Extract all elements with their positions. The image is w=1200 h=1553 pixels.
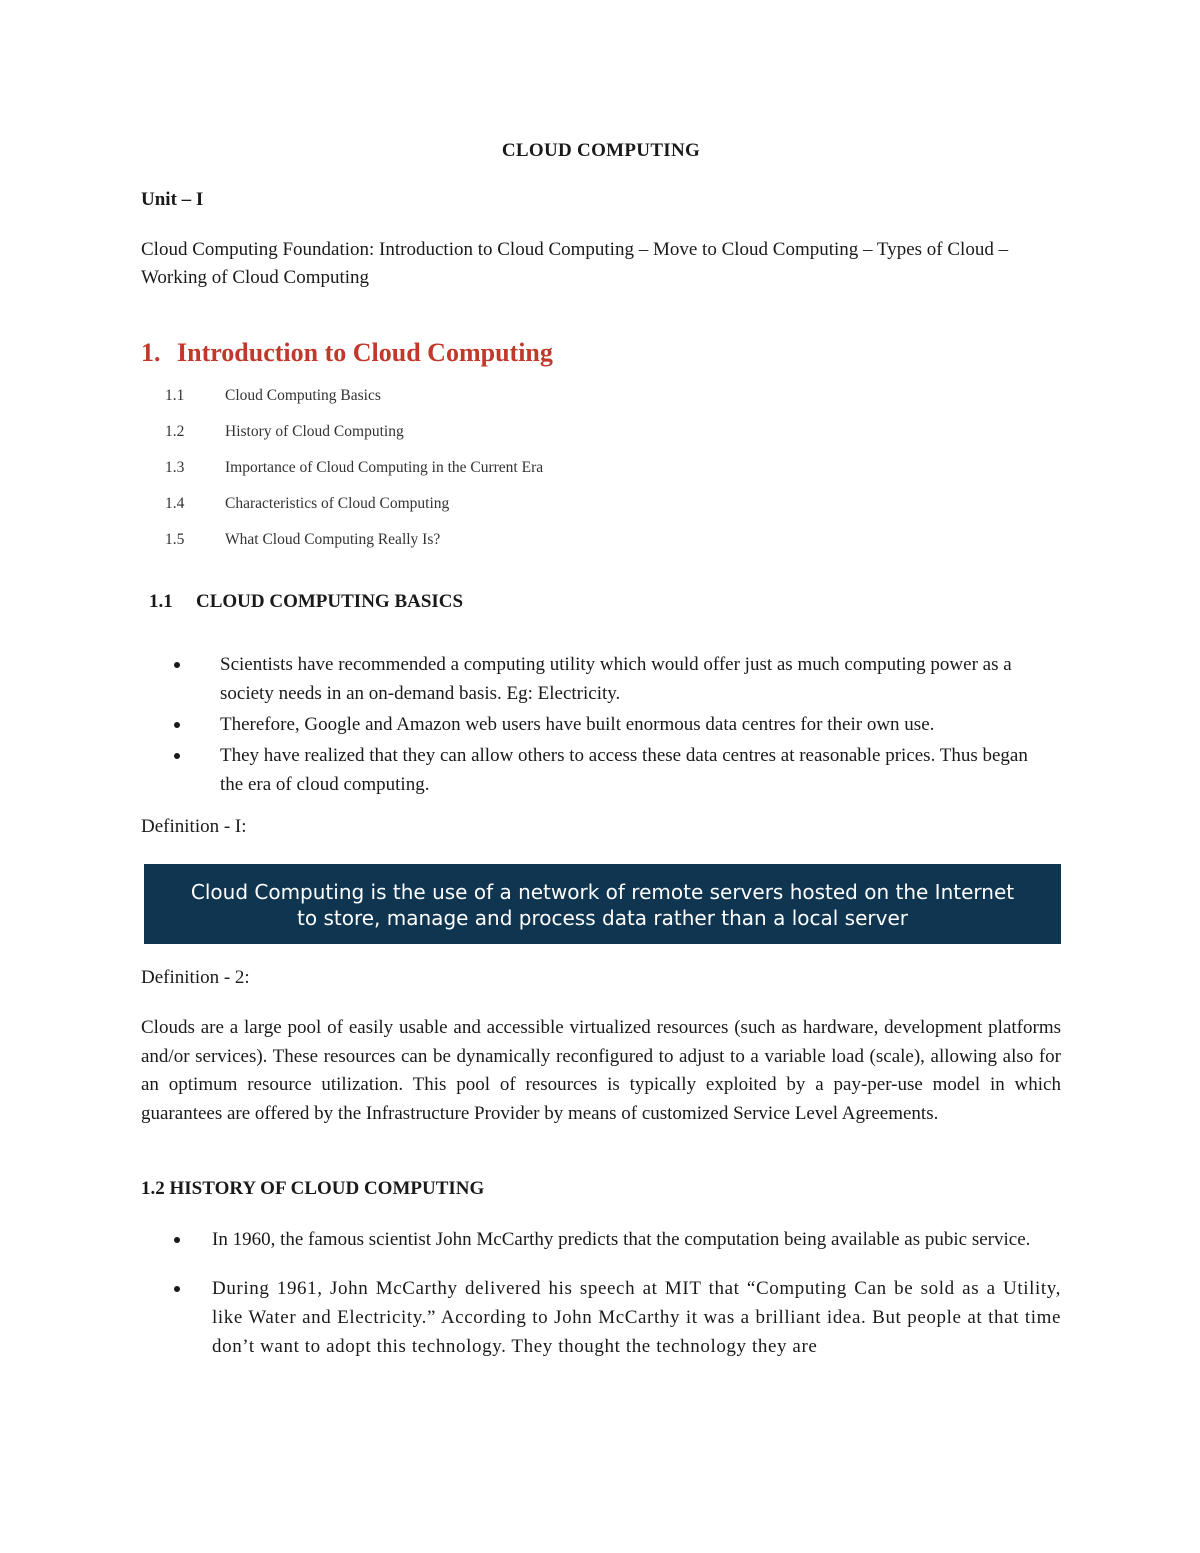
definition-1-banner <box>144 864 1061 944</box>
bullet-icon <box>174 1286 180 1292</box>
chapter-heading <box>141 338 553 368</box>
toc-item <box>165 456 765 492</box>
toc-item <box>165 384 765 420</box>
bullet-icon <box>174 662 180 668</box>
bullet-icon <box>174 722 180 728</box>
chapter-toc <box>165 384 765 564</box>
toc-label: Cloud Computing Basics <box>225 387 381 404</box>
section-basics-title: CLOUD COMPUTING BASICS <box>196 591 464 612</box>
toc-label: Importance of Cloud Computing in the Current Era <box>225 459 544 476</box>
list-item-text: Therefore, Google and Amazon web users have built enormous data centres for their own use. <box>220 714 935 735</box>
list-item-text: During 1961, John McCarthy delivered his speech at MIT that “Computing Can be sold as a Utility, like Water and Electricity.” According to John McCarthy it was a brilliant idea. But people at that time don’t want to adopt this technology. They thought the technology they are <box>212 1278 1061 1357</box>
list-item <box>141 650 1061 708</box>
list-item-text: They have realized that they can allow others to access these data centres at reasonable prices. Thus began the era of cloud computing. <box>220 745 1028 795</box>
list-item <box>141 1274 1061 1361</box>
bullet-icon <box>174 753 180 759</box>
history-bullet-list <box>141 1225 1061 1381</box>
toc-number: 1.4 <box>165 495 185 512</box>
toc-item <box>165 492 765 528</box>
definition-2-label: Definition - 2: <box>141 967 250 988</box>
chapter-number: 1. <box>141 338 161 367</box>
definition-2-paragraph: Clouds are a large pool of easily usable and accessible virtualized resources (such as hardware, development platforms and/or services). These resources can be dynamically reconfigured to adjust to a variable load (scale), allowing also for an optimum resource utilization. This pool of resources is typically exploited by a pay-per-use model in which guarantees are offered by the Infrastructure Provider by means of customized Service Level Agreements. <box>141 1017 1061 1124</box>
banner-line-2: to store, manage and process data rather than a local server <box>297 906 908 930</box>
list-item-text: In 1960, the famous scientist John McCarthy predicts that the computation being available as pubic service. <box>212 1229 1031 1250</box>
section-basics-number: 1.1 <box>149 591 173 612</box>
toc-number: 1.1 <box>165 387 185 404</box>
definition-1-label: Definition - I: <box>141 816 247 837</box>
bullet-icon <box>174 1237 180 1243</box>
document-title: CLOUD COMPUTING <box>501 140 701 161</box>
toc-item <box>165 528 765 564</box>
toc-number: 1.2 <box>165 423 185 440</box>
list-item <box>141 710 1061 739</box>
toc-number: 1.5 <box>165 531 185 548</box>
unit-syllabus: Cloud Computing Foundation: Introduction to Cloud Computing – Move to Cloud Computing – Types of Cloud – Working of Cloud Computing <box>141 239 1009 288</box>
list-item <box>141 741 1061 799</box>
section-basics-heading <box>149 591 463 613</box>
toc-label: Characteristics of Cloud Computing <box>225 495 450 512</box>
basics-bullet-list <box>141 650 1061 801</box>
toc-number: 1.3 <box>165 459 185 476</box>
list-item-text: Scientists have recommended a computing utility which would offer just as much computing power as a society needs in an on-demand basis. Eg: Electricity. <box>220 654 1012 704</box>
section-history-heading: 1.2 HISTORY OF CLOUD COMPUTING <box>141 1178 485 1199</box>
chapter-title: Introduction to Cloud Computing <box>177 338 553 367</box>
toc-label: History of Cloud Computing <box>225 423 404 440</box>
toc-item <box>165 420 765 456</box>
list-item <box>141 1225 1061 1254</box>
toc-label: What Cloud Computing Really Is? <box>225 531 441 548</box>
banner-line-1: Cloud Computing is the use of a network of remote servers hosted on the Internet <box>190 880 1015 904</box>
document-page <box>141 0 1061 1553</box>
unit-heading: Unit – I <box>141 189 204 210</box>
